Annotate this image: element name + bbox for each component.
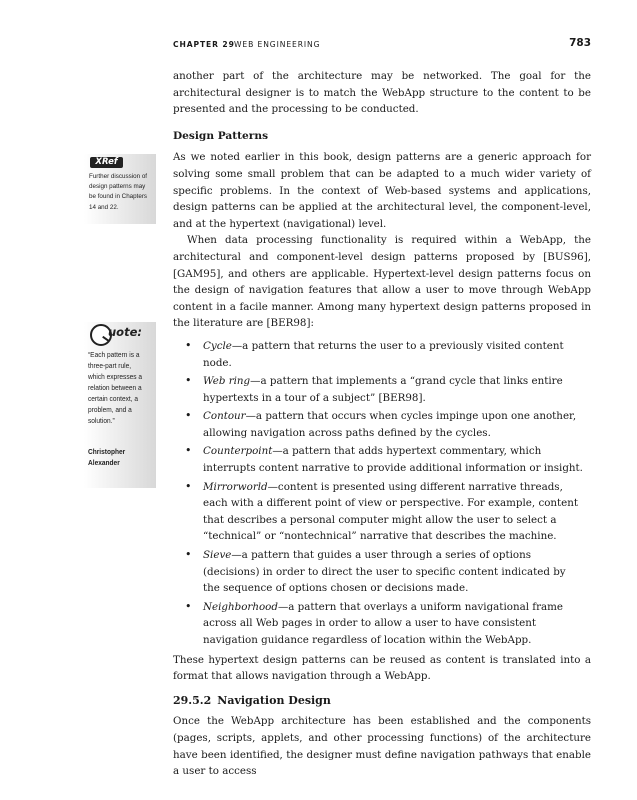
quote-text: “Each pattern is a three-part rule, which expresses a relation between a certain context, a problem, and a solution.” (88, 350, 143, 425)
list-item (173, 547, 591, 597)
navigation-paragraph: Once the WebApp architecture has been established and the components (pages, scripts, applets, and other processing functions) of the architecture have been identified, the designer must define navigation pathways that enable a user to access (173, 715, 591, 778)
chapter-label: CHAPTER 29 (173, 40, 235, 49)
after-list-paragraph: These hypertext design patterns can be reused as content is translated into a format that allows navigation through a WebApp. (173, 653, 591, 683)
list-item (173, 479, 591, 545)
pattern-term: Mirrorworld (203, 480, 268, 493)
pattern-term: Neighborhood (203, 600, 278, 613)
xref-label: XRef (90, 157, 123, 168)
list-item (173, 443, 591, 476)
pattern-desc: —a pattern that adds hypertext commentary, which interrupts content narrative to provide additional information or insight. (203, 445, 583, 475)
pattern-desc: —a pattern that overlays a uniform navigational frame across all Web pages in order to allow a user to have consistent navigation guidance regardless of location within the WebApp. (203, 600, 564, 646)
quote-header (88, 322, 168, 344)
intro-paragraph: another part of the architecture may be networked. The goal for the architectural designer is to match the WebApp structure to the content to be presented and the processing to be conducted. (173, 70, 591, 116)
pattern-list (173, 338, 591, 649)
list-item (173, 599, 591, 649)
pattern-term: Cycle (203, 339, 232, 352)
quote-label: uote: (108, 325, 142, 339)
main-text-column (173, 68, 591, 780)
list-item (173, 408, 591, 441)
list-item (173, 338, 591, 371)
pattern-desc: —content is presented using different narrative threads, each with a different point of view or perspective. For example, content that describes a personal computer might allow the user to select a “technical” or “nontechnical” narrative that describes the machine. (203, 480, 579, 543)
pattern-desc: —a pattern that returns the user to a previously visited content node. (203, 339, 564, 369)
pattern-term: Counterpoint (203, 445, 273, 458)
pattern-desc: —a pattern that occurs when cycles impinge upon one another, allowing navigation across paths defined by the cycles. (203, 410, 577, 439)
xref-text: Further discussion of design patterns may be found in Chapters 14 and 22. (89, 173, 148, 211)
pattern-term: Web ring (203, 375, 251, 388)
pattern-desc: —a pattern that implements a “grand cycle that links entire hypertexts in a tour of a subject” [BER98]. (203, 375, 563, 404)
pattern-desc: —a pattern that guides a user through a series of options (decisions) in order to direct the user to specific content indicated by the sequence of options chosen or decisions made. (203, 549, 566, 595)
quote-margin-note (84, 322, 156, 488)
list-item (173, 373, 591, 406)
navigation-design-heading (173, 693, 591, 710)
section-title: Navigation Design (217, 693, 331, 707)
running-header (173, 36, 591, 52)
xref-margin-note (84, 154, 156, 224)
design-patterns-heading: Design Patterns (173, 129, 269, 142)
section-label: WEB ENGINEERING (234, 40, 321, 49)
section-number: 29.5.2 (173, 693, 212, 707)
pattern-term: Sieve (203, 549, 232, 562)
pattern-term: Contour (203, 410, 246, 423)
design-paragraph-1: As we noted earlier in this book, design patterns are a generic approach for solving some small problem that can be adapted to a much wider variety of specific problems. In the context of Web-based systems and applications, design patterns can be applied at the architectural level, the component-level, and at the hypertext (navigational) level. (173, 151, 591, 230)
page-number: 783 (569, 37, 591, 49)
quote-author: Christopher Alexander (88, 447, 126, 467)
design-paragraph-2: When data processing functionality is required within a WebApp, the architectural and component-level design patterns proposed by [BUS96], [GAM95], and others are applicable. Hypertext-level design patterns focus on the design of navigation features that allow a user to move through WebApp content in a facile manner. Among many hypertext design patterns proposed in the literature are [BER98]: (173, 234, 591, 330)
